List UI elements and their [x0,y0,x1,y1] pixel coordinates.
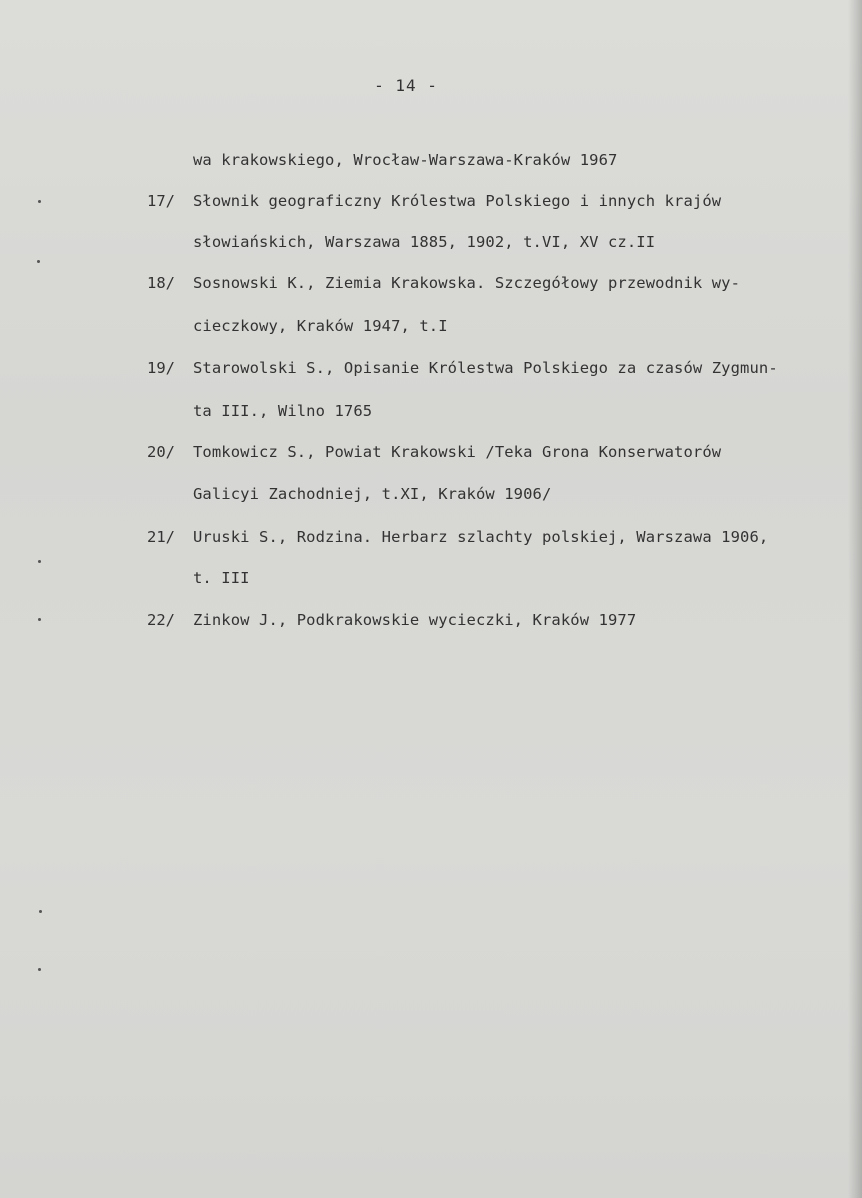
entry-number: 21/ [147,528,175,546]
bibliography-line: cieczkowy, Kraków 1947, t.I [193,317,448,335]
entry-number: 20/ [147,443,175,461]
entry-number: 22/ [147,611,175,629]
margin-mark [37,260,40,263]
margin-mark [39,910,42,913]
margin-mark [38,200,41,203]
margin-mark [38,968,41,971]
bibliography-line: wa krakowskiego, Wrocław-Warszawa-Kraków 1967 [193,151,618,169]
bibliography-line: słowiańskich, Warszawa 1885, 1902, t.VI, XV cz.II [193,233,656,251]
bibliography-line: Tomkowicz S., Powiat Krakowski /Teka Grona Konserwatorów [193,443,722,461]
page-edge-shadow [848,0,862,1198]
bibliography-line: Starowolski S., Opisanie Królestwa Polskiego za czasów Zygmun- [193,359,778,377]
entry-number: 18/ [147,274,175,292]
margin-mark [38,560,41,563]
entry-number: 17/ [147,192,175,210]
bibliography-line: ta III., Wilno 1765 [193,402,373,420]
bibliography-line: Zinkow J., Podkrakowskie wycieczki, Kraków 1977 [193,611,637,629]
bibliography-line: Galicyi Zachodniej, t.XI, Kraków 1906/ [193,485,552,503]
bibliography-line: Uruski S., Rodzina. Herbarz szlachty polskiej, Warszawa 1906, [193,528,769,546]
page-number: - 14 - [374,76,438,95]
bibliography-line: Sosnowski K., Ziemia Krakowska. Szczegółowy przewodnik wy- [193,274,741,292]
entry-number: 19/ [147,359,175,377]
bibliography-line: t. III [193,569,250,587]
bibliography-line: Słownik geograficzny Królestwa Polskiego i innych krajów [193,192,722,210]
margin-mark [38,618,41,621]
